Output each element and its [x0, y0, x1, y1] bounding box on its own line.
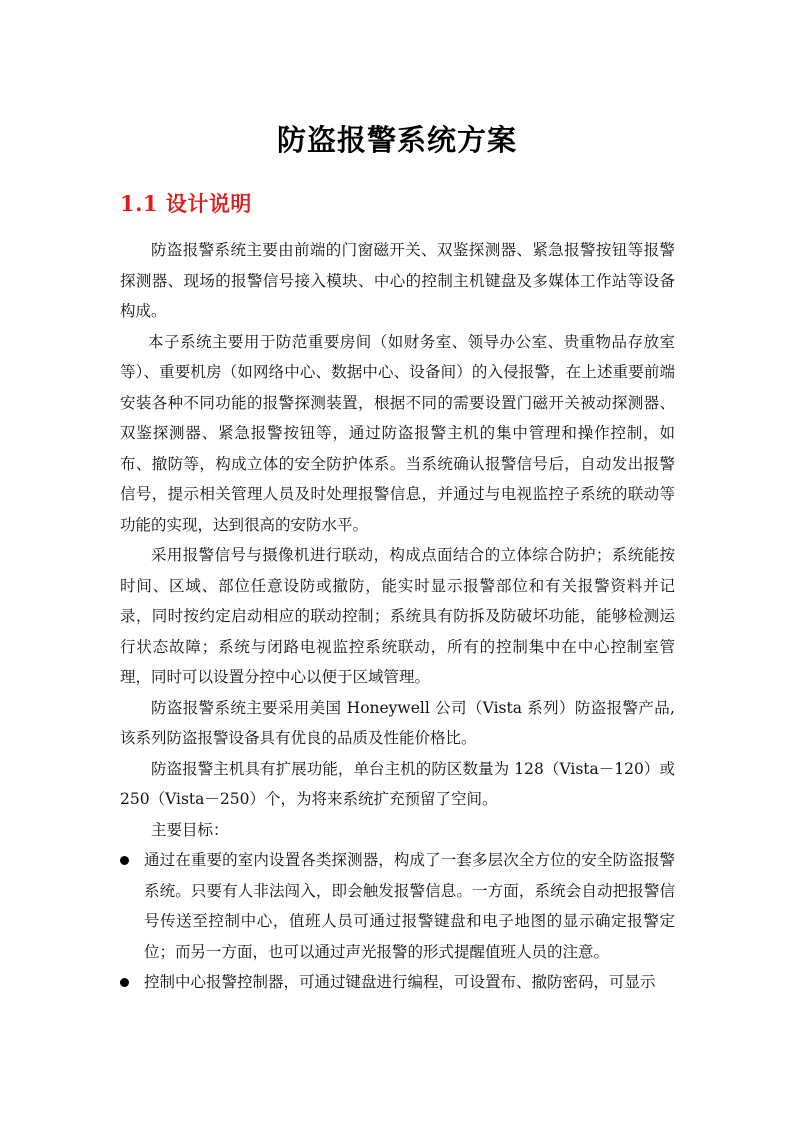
paragraph-expansion: 防盗报警主机具有扩展功能，单台主机的防区数量为 128（Vista－120）或 250（Vista－250）个，为将来系统扩充预留了空间。 [120, 759, 675, 808]
bullet-dot-icon [120, 856, 129, 865]
bullet-dot-icon [120, 978, 129, 987]
paragraph-scope: 本子系统主要用于防范重要房间（如财务室、领导办公室、贵重物品存放室等）、重要机房（如网络中心、数据中心、设备间）的入侵报警，在上述重要前端安装各种不同功能的报警探测装置，根据不同的需要设置门磁开关被动探测器、双鉴探测器、紧急报警按钮等，通过防盗报警主机的集中管理和操作控制，如布、撤防等，构成立体的安全防护体系。当系统确认报警信号后，自动发出报警信号，提示相关管理人员及时处理报警信息，并通过与电视监控子系统的联动等功能的实现，达到很高的安防水平。 [120, 332, 675, 534]
section-heading: 1.1 设计说明 [120, 191, 252, 216]
paragraph-linkage: 采用报警信号与摄像机进行联动，构成点面结合的立体综合防护；系统能按时间、区域、部位任意设防或撤防，能实时显示报警部位和有关报警资料并记录，同时按约定启动相应的联动控制；系统具有防拆及防破坏功能，能够检测运行状态故障；系统与闭路电视监控系统联动，所有的控制集中在中心控制室管理，同时可以设置分控中心以便于区域管理。 [120, 546, 675, 686]
paragraph-composition: 防盗报警系统主要由前端的门窗磁开关、双鉴探测器、紧急报警按钮等报警探测器、现场的报警信号接入模块、中心的控制主机键盘及多媒体工作站等设备构成。 [120, 241, 675, 320]
bullet-text: 通过在重要的室内设置各类探测器，构成了一套多层次全方位的安全防盗报警系统。只要有人非法闯入，即会触发报警信息。一方面，系统会自动把报警信号传送至控制中心，值班人员可通过报警键盘和电子地图的显示确定报警定位；而另一方面，也可以通过声光报警的形式提醒值班人员的注意。 [144, 851, 675, 961]
paragraph-goals-label: 主要目标： [151, 820, 229, 839]
paragraph-products: 防盗报警系统主要采用美国 Honeywell 公司（Vista 系列）防盗报警产品,该系列防盗报警设备具有优良的品质及性能价格比。 [120, 698, 675, 747]
document-title: 防盗报警系统方案 [276, 123, 517, 157]
bullet-text: 控制中心报警控制器，可通过键盘进行编程，可设置布、撤防密码，可显示 [144, 973, 656, 991]
bullet-item [120, 845, 675, 967]
bullet-item [120, 967, 675, 998]
document-body [120, 235, 675, 998]
